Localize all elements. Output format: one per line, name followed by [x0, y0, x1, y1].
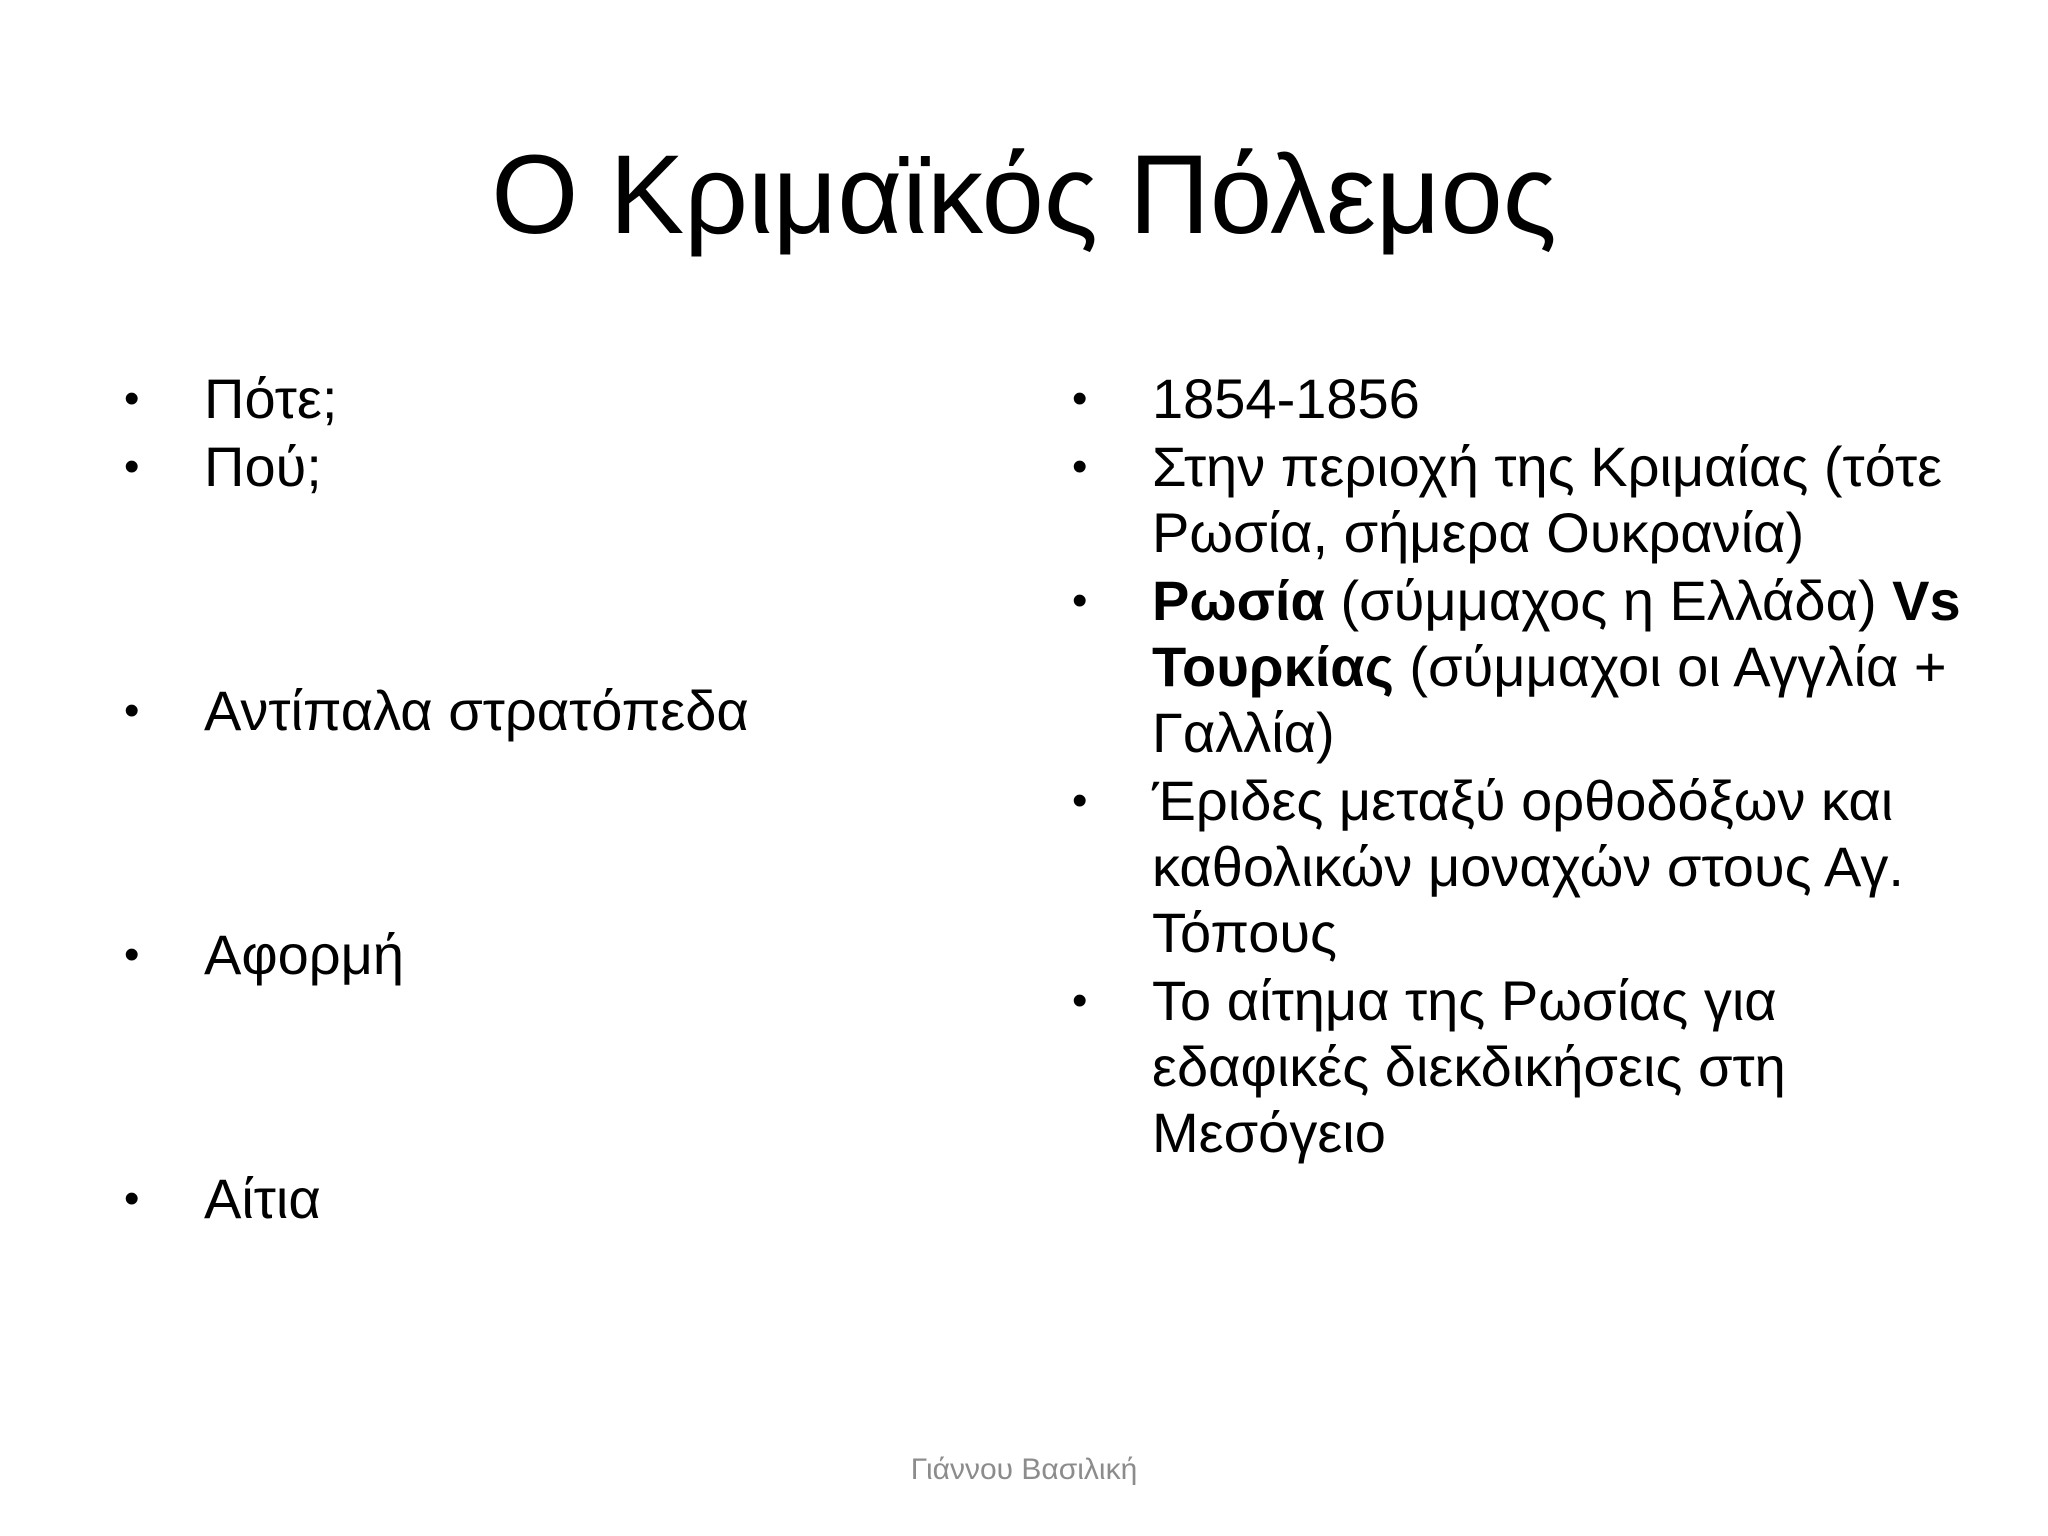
- bullet-icon: •: [1072, 374, 1088, 423]
- list-item: [120, 434, 1000, 500]
- list-item: [1068, 568, 1968, 766]
- answer-causes: Το αίτημα της Ρωσίας για εδαφικές διεκδικήσεις στη Μεσόγειο: [1152, 969, 1786, 1164]
- bullet-icon: •: [124, 930, 140, 979]
- question-when: Πότε;: [204, 367, 338, 430]
- slide-title: Ο Κριμαϊκός Πόλεμος: [491, 132, 1557, 257]
- list-item: [120, 922, 1000, 988]
- answer-camps-russia: Ρωσία: [1152, 569, 1325, 632]
- list-item: [120, 678, 1000, 744]
- answer-when: 1854-1856: [1152, 367, 1420, 430]
- bullet-icon: •: [124, 442, 140, 491]
- list-item: [1068, 768, 1968, 966]
- question-camps: Αντίπαλα στρατόπεδα: [204, 679, 749, 742]
- question-where: Πού;: [204, 435, 322, 498]
- list-item: [120, 1166, 1000, 1232]
- answer-pretext: Έριδες μεταξύ ορθοδόξων και καθολικών μοναχών στους Αγ. Τόπους: [1152, 769, 1904, 964]
- bullet-icon: •: [124, 686, 140, 735]
- bullet-icon: •: [1072, 976, 1088, 1025]
- bullet-icon: •: [124, 374, 140, 423]
- question-pretext: Αφορμή: [204, 923, 405, 986]
- answer-camps-ally-greece: (σύμμαχος η Ελλάδα): [1324, 569, 1893, 632]
- list-item: [1068, 968, 1968, 1166]
- bullet-icon: •: [124, 1174, 140, 1223]
- list-item: [1068, 434, 1968, 566]
- answer-where: Στην περιοχή της Κριμαίας (τότε Ρωσία, σήμερα Ουκρανία): [1152, 435, 1943, 564]
- bullet-icon: •: [1072, 776, 1088, 825]
- bullet-icon: •: [1072, 442, 1088, 491]
- bullet-icon: •: [1072, 576, 1088, 625]
- answers-list: [1068, 362, 1968, 1166]
- footer-author: Γιάννου Βασιλική: [910, 1453, 1138, 1486]
- question-causes: Αίτια: [204, 1167, 321, 1230]
- questions-list: [120, 362, 1000, 1232]
- answer-camps: [1152, 569, 1961, 764]
- answer-camps-allies-uk-france: (σύμμαχοι οι Αγγλία + Γαλλία): [1152, 635, 1947, 764]
- answer-camps-turkey: Vs Τουρκίας: [1152, 569, 1961, 698]
- list-item: [120, 366, 1000, 432]
- list-item: [1068, 366, 1968, 432]
